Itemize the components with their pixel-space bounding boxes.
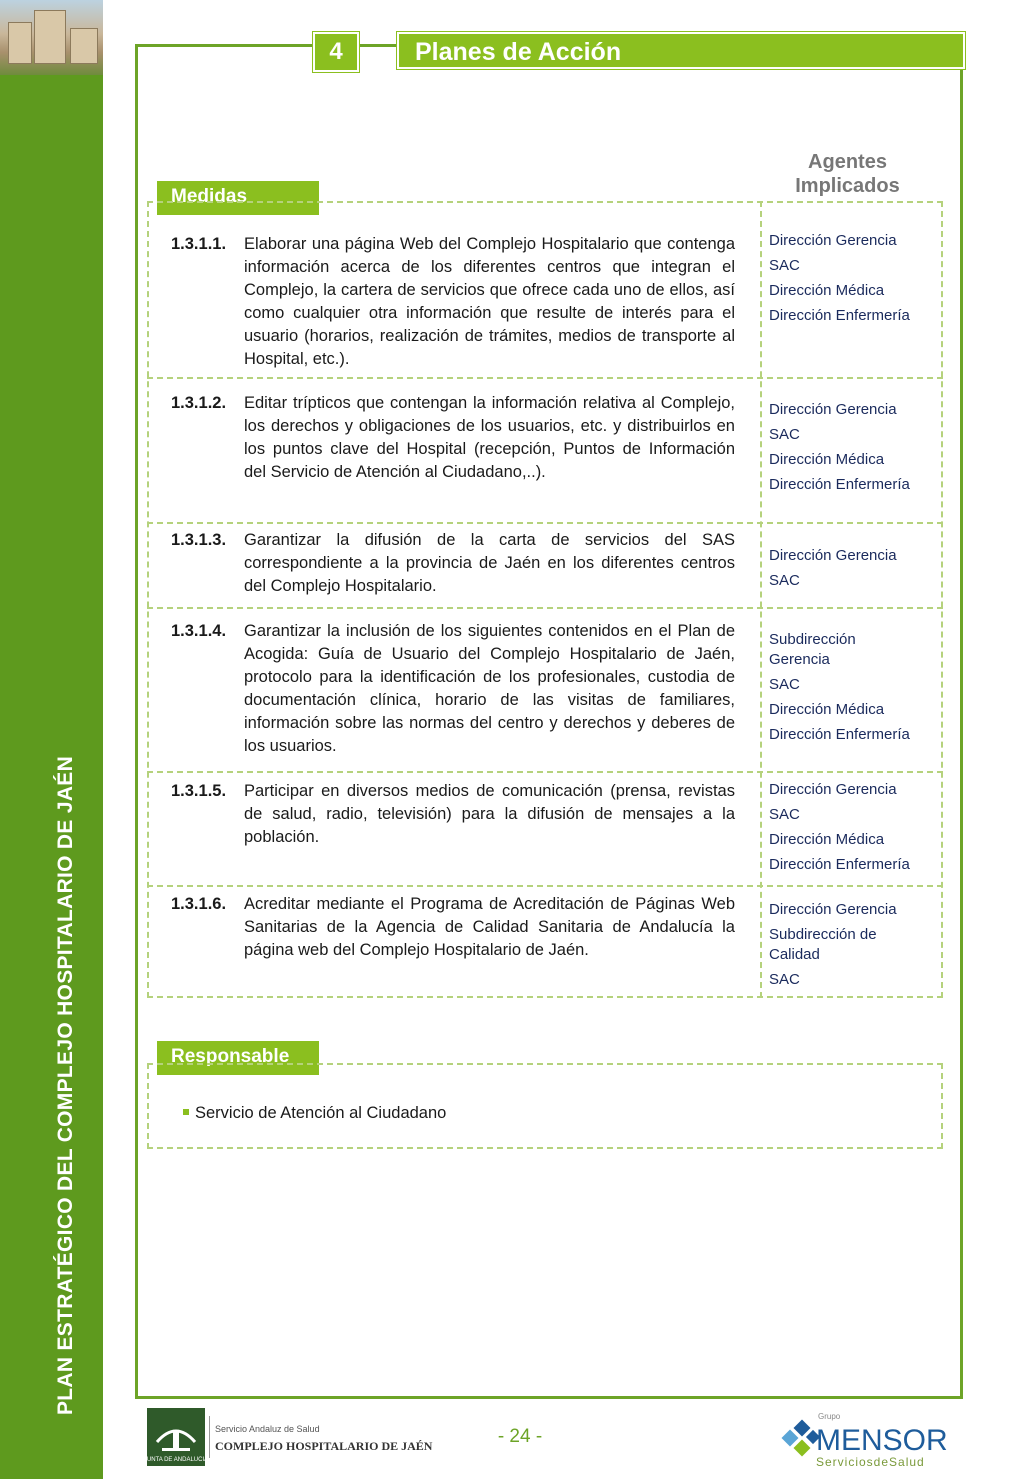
- junta-andalucia-emblem-icon: [143, 1408, 433, 1466]
- agent-item: SAC: [769, 676, 800, 693]
- mensor-name: MENSOR: [816, 1424, 948, 1457]
- agent-item: Dirección Enfermería: [769, 726, 910, 743]
- measure-row: [171, 620, 735, 758]
- page-number: - 24 -: [497, 1426, 543, 1447]
- agent-item: Dirección Médica: [769, 282, 885, 299]
- mensor-cross-icon: [782, 1410, 962, 1470]
- sidebar: [0, 0, 103, 1479]
- measure-row: [171, 233, 735, 371]
- sas-line2: COMPLEJO HOSPITALARIO DE JAÉN: [215, 1439, 433, 1453]
- agent-item: SAC: [769, 572, 800, 589]
- row-divider: [147, 607, 943, 609]
- measure-row: [171, 780, 735, 849]
- agentes-heading-line1: Agentes: [808, 151, 887, 173]
- sas-line1: Servicio Andaluz de Salud: [215, 1424, 320, 1434]
- agents-list: [769, 630, 910, 750]
- measure-code: 1.3.1.4.: [171, 622, 227, 640]
- hospital-photo: [0, 0, 103, 75]
- agent-item: SAC: [769, 426, 800, 443]
- junta-label: JUNTA DE ANDALUCIA: [143, 1457, 209, 1463]
- agent-item: SAC: [769, 971, 800, 988]
- agent-item: Dirección Gerencia: [769, 232, 897, 249]
- measure-text: Garantizar la difusión de la carta de servicios del SAS correspondiente a la provincia de Jaén en los diferentes centros del Complejo Hospitalario.: [244, 531, 735, 595]
- agent-item: Dirección Enfermería: [769, 476, 910, 493]
- vertical-document-title: PLAN ESTRATÉGICO DEL COMPLEJO HOSPITALARIO DE JAÉN: [54, 755, 77, 1415]
- measure-code: 1.3.1.2.: [171, 394, 227, 412]
- agent-item: Dirección Médica: [769, 701, 885, 718]
- responsable-text: Servicio de Atención al Ciudadano: [195, 1104, 447, 1122]
- agent-item: Dirección Enfermería: [769, 856, 910, 873]
- agent-item: Dirección Gerencia: [769, 547, 897, 564]
- agent-item: SAC: [769, 257, 800, 274]
- mensor-logo: [782, 1410, 962, 1470]
- measure-code: 1.3.1.1.: [171, 235, 227, 253]
- agentes-heading-line2: Implicados: [795, 175, 900, 197]
- medidas-label: Medidas: [157, 181, 319, 215]
- agents-list: [769, 400, 939, 500]
- page-title: Planes de Acción: [397, 32, 965, 69]
- measure-code: 1.3.1.5.: [171, 782, 227, 800]
- agent-item: Dirección Médica: [769, 451, 885, 468]
- agent-item: Subdirección de Calidad: [769, 926, 877, 963]
- responsable-label: Responsable: [157, 1041, 319, 1075]
- agent-item: Dirección Enfermería: [769, 307, 910, 324]
- agents-list: [769, 780, 939, 880]
- measure-text: Participar en diversos medios de comunicación (prensa, revistas de salud, radio, televisión) para la difusión de mensajes a la población.: [244, 782, 735, 846]
- row-divider: [147, 522, 943, 524]
- agents-list: [769, 900, 899, 995]
- column-divider: [760, 201, 762, 998]
- row-divider: [147, 377, 943, 379]
- measure-text: Acreditar mediante el Programa de Acreditación de Páginas Web Sanitarias de la Agencia de Calidad Sanitaria de Andalucía la página web del Complejo Hospitalario de Jaén.: [244, 895, 735, 959]
- sas-logo: [143, 1408, 433, 1466]
- agents-list: [769, 546, 939, 596]
- agent-item: Dirección Médica: [769, 831, 885, 848]
- measure-code: 1.3.1.6.: [171, 895, 227, 913]
- section-number: 4: [313, 32, 359, 72]
- measure-text: Editar trípticos que contengan la información relativa al Complejo, los derechos y obligaciones de los usuarios, etc. y distribuirlos en los puntos clave del Hospital (recepción, Puntos de Información del Servicio de Atención al Ciudadano,..).: [244, 394, 735, 481]
- measure-text: Elaborar una página Web del Complejo Hospitalario que contenga información acerca de los diferentes centros que integran el Complejo, la cartera de servicios que ofrece cada uno de ellos, así como cualquier otra información que resulte de interés para el usuario (horarios, realización de trámites, medios de transporte al Hospital, etc.).: [244, 235, 735, 368]
- agent-item: Dirección Gerencia: [769, 781, 897, 798]
- row-divider: [147, 771, 943, 773]
- agent-item: Dirección Gerencia: [769, 401, 897, 418]
- agent-item: Dirección Gerencia: [769, 901, 897, 918]
- mensor-grupo: Grupo: [818, 1412, 841, 1421]
- agent-item: SAC: [769, 806, 800, 823]
- agent-item: Subdirección Gerencia: [769, 631, 856, 668]
- measure-code: 1.3.1.3.: [171, 531, 227, 549]
- row-divider: [147, 885, 943, 887]
- measure-row: [171, 893, 735, 962]
- agents-list: [769, 231, 939, 331]
- measure-text: Garantizar la inclusión de los siguientes contenidos en el Plan de Acogida: Guía de Usuario del Complejo Hospitalario de Jaén, protocolo para la identificación de los profesionales, custodia de documentación clínica, horario de las visitas de familiares, información sobre las normas del centro y derechos y deberes de los usuarios.: [244, 622, 735, 755]
- mensor-sub: ServiciosdeSalud: [816, 1455, 925, 1469]
- bullet-icon: [183, 1109, 189, 1115]
- agentes-implicados-heading: [770, 150, 925, 198]
- measure-row: [171, 529, 735, 598]
- measure-row: [171, 392, 735, 484]
- responsable-item: [183, 1104, 446, 1123]
